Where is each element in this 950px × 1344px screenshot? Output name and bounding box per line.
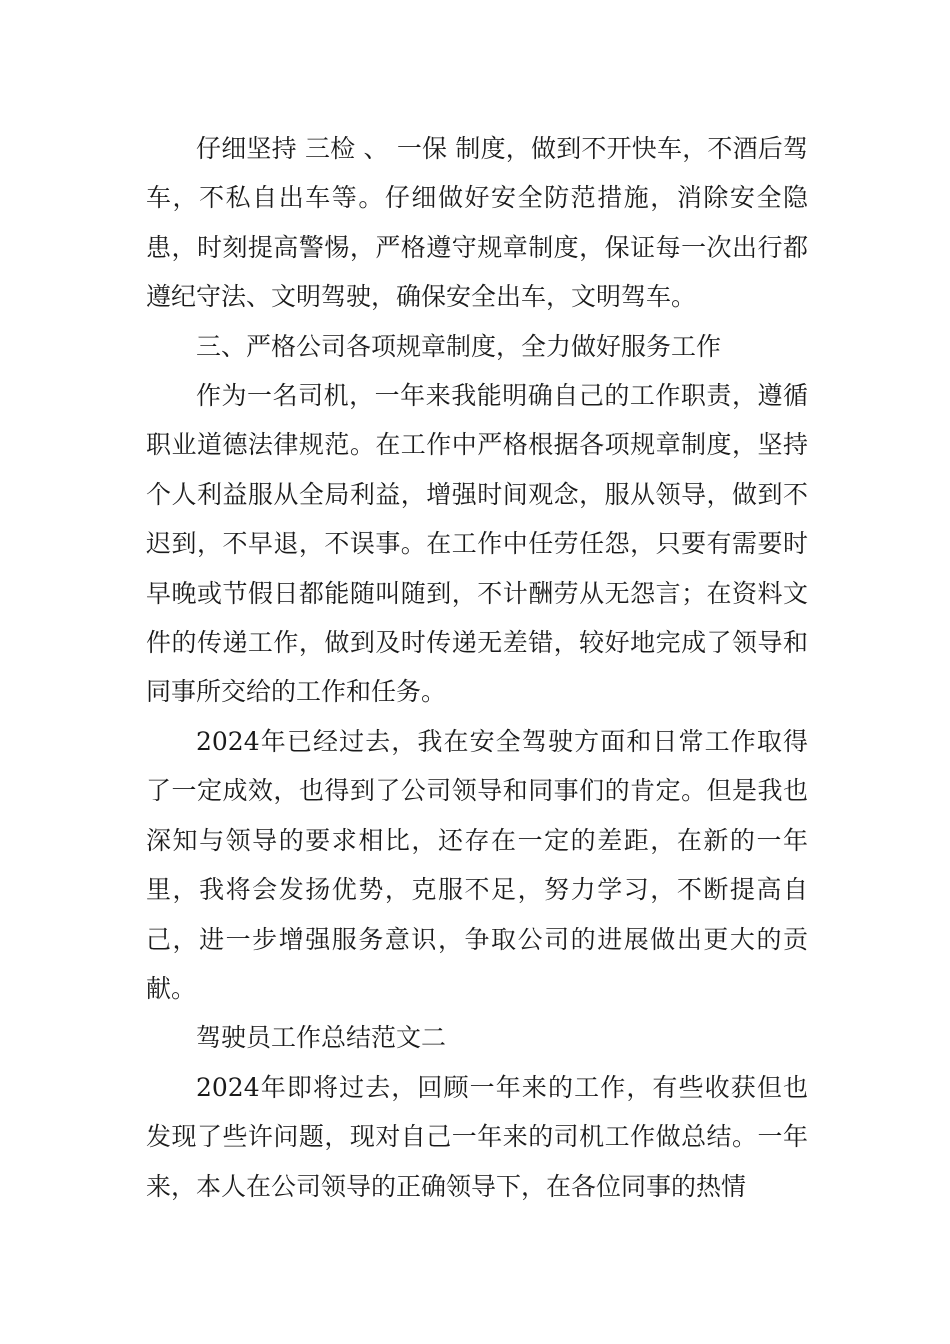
paragraph-year-review: 2024年已经过去，我在安全驾驶方面和日常工作取得了一定成效，也得到了公司领导和同事们的肯定。但是我也深知与领导的要求相比，还存在一定的差距，在新的一年里，我将会发扬优势，克服不足，努力学习，不断提高自己，进一步增强服务意识，争取公司的进展做出更大的贡献。	[146, 726, 808, 1003]
section-heading-rules-service: 三、严格公司各项规章制度，全力做好服务工作	[196, 331, 722, 361]
paragraph-sample-two-intro: 2024年即将过去，回顾一年来的工作，有些收获但也发现了些许问题，现对自己一年来的司机工作做总结。一年来，本人在公司领导的正确领导下，在各位同事的热情	[146, 1072, 808, 1201]
paragraph-duties: 作为一名司机，一年来我能明确自己的工作职责，遵循职业道德法律规范。在工作中严格根据各项规章制度，坚持个人利益服从全局利益，增强时间观念，服从领导，做到不迟到，不早退，不误事。在工作中任劳任怨，只要有需要时早晚或节假日都能随叫随到，不计酬劳从无怨言；在资料文件的传递工作，做到及时传递无差错，较好地完成了领导和同事所交给的工作和任务。	[146, 381, 808, 707]
paragraph-safety-practices: 仔细坚持 三检 、 一保 制度，做到不开快车，不酒后驾车，不私自出车等。仔细做好安全防范措施，消除安全隐患，时刻提高警惕，严格遵守规章制度，保证每一次出行都遵纪守法、文明驾驶，确保安全出车，文明驾车。	[146, 134, 808, 312]
document-body	[146, 124, 808, 1211]
section-title-sample-two: 驾驶员工作总结范文二	[196, 1023, 447, 1053]
